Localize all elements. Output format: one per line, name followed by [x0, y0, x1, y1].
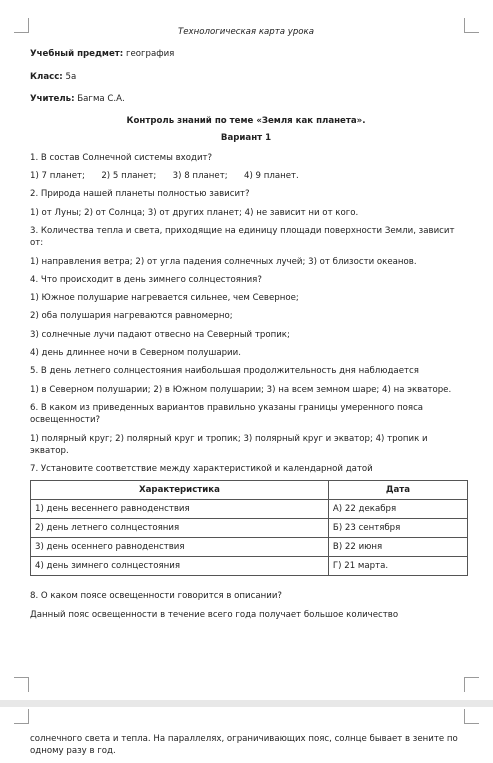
- answer-option: 3) солнечные лучи падают отвесно на Северный тропик;: [30, 329, 290, 340]
- table-cell: 3) день осеннего равноденствия: [31, 538, 329, 557]
- answer-options: 1) 7 планет; 2) 5 планет; 3) 8 планет; 4) 9 планет.: [30, 171, 299, 182]
- table-header-row: [31, 481, 468, 500]
- question-text: 8. О каком поясе освещенности говорится в описании?: [30, 591, 282, 602]
- table-cell: Б) 23 сентября: [328, 519, 467, 538]
- question-text: 7. Установите соответствие между характеристикой и календарной датой: [30, 464, 373, 475]
- table-header: Характеристика: [31, 481, 329, 500]
- table-cell: Г) 21 марта.: [328, 557, 467, 576]
- table-row: [31, 538, 468, 557]
- document-content: [30, 26, 462, 627]
- crop-mark: [14, 709, 29, 724]
- table-row: [31, 500, 468, 519]
- answer-option: 1) Южное полушарие нагревается сильнее, чем Северное;: [30, 293, 299, 304]
- table-cell: 4) день зимнего солнцестояния: [31, 557, 329, 576]
- document-page-2: [0, 707, 493, 763]
- table-cell: В) 22 июня: [328, 538, 467, 557]
- class-label: Класс:: [30, 71, 63, 82]
- question-text: 2. Природа нашей планеты полностью зависит?: [30, 189, 250, 200]
- question-text: 6. В каком из приведенных вариантов правильно указаны границы умеренного пояса освещенности?: [30, 402, 424, 426]
- crop-mark: [14, 677, 29, 692]
- question-body: Данный пояс освещенности в течение всего года получает большое количество: [30, 609, 399, 620]
- question-body-continued: солнечного света и тепла. На параллелях, ограничивающих пояс, солнце бывает в зените по одному разу в год.: [30, 734, 458, 756]
- answer-options: 1) направления ветра; 2) от угла падения солнечных лучей; 3) от близости океанов.: [30, 256, 417, 267]
- crop-mark: [464, 709, 479, 724]
- class-line: [30, 71, 462, 83]
- subject-value: география: [125, 49, 175, 60]
- teacher-label: Учитель:: [30, 93, 75, 104]
- question-text: 5. В день летнего солнцестояния наибольшая продолжительность дня наблюдается: [30, 366, 419, 377]
- answer-option: 4) день длиннее ночи в Северном полушарии.: [30, 348, 241, 359]
- table-row: [31, 557, 468, 576]
- document-title: Технологическая карта урока: [178, 27, 314, 37]
- table-row: [31, 519, 468, 538]
- crop-mark: [14, 18, 29, 33]
- test-heading: Контроль знаний по теме «Земля как планета».: [126, 116, 366, 127]
- table-cell: А) 22 декабря: [328, 500, 467, 519]
- answer-options: 1) от Луны; 2) от Солнца; 3) от других планет; 4) не зависит ни от кого.: [30, 207, 359, 218]
- subject-line: [30, 48, 462, 60]
- teacher-value: Багма С.А.: [77, 93, 125, 104]
- match-table: [30, 480, 468, 576]
- subject-label: Учебный предмет:: [30, 49, 124, 60]
- table-cell: 2) день летнего солнцестояния: [31, 519, 329, 538]
- table-cell: 1) день весеннего равноденствия: [31, 500, 329, 519]
- answer-option: 2) оба полушария нагреваются равномерно;: [30, 311, 233, 322]
- teacher-line: [30, 93, 462, 105]
- class-value: 5а: [65, 71, 77, 82]
- crop-mark: [464, 677, 479, 692]
- answer-options: 1) полярный круг; 2) полярный круг и тропик; 3) полярный круг и экватор; 4) тропик и экватор.: [30, 433, 428, 456]
- table-header: Дата: [328, 481, 467, 500]
- crop-mark: [464, 18, 479, 33]
- question-text: 3. Количества тепла и света, приходящие на единицу площади поверхности Земли, зависит от:: [30, 225, 455, 249]
- answer-options: 1) в Северном полушарии; 2) в Южном полушарии; 3) на всем земном шаре; 4) на экваторе.: [30, 384, 452, 395]
- question-text: 1. В состав Солнечной системы входит?: [30, 152, 213, 163]
- question-text: 4. Что происходит в день зимнего солнцестояния?: [30, 274, 262, 285]
- variant-heading: Вариант 1: [220, 133, 272, 144]
